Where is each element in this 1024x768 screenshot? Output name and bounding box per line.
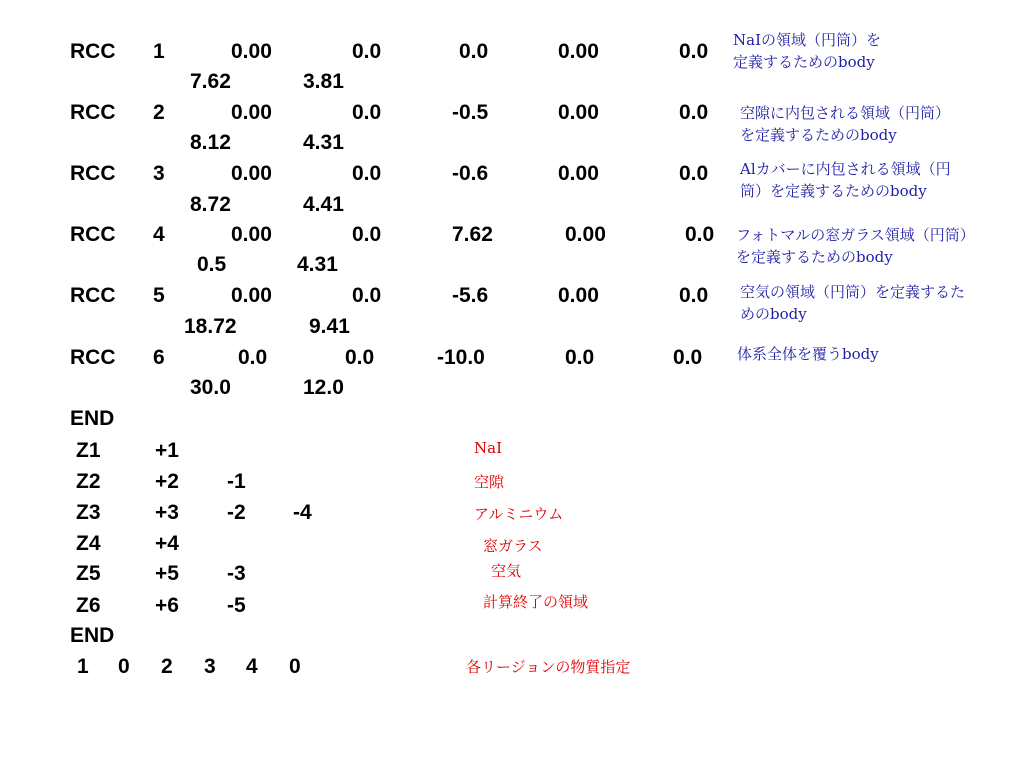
body-3-vz: -0.6 [452,162,489,185]
body-2-vz: -0.5 [452,101,489,124]
body-2-note-line-2: を定義するためのbody [740,126,897,144]
zone-3-term-2: -2 [227,501,246,524]
body-1-vx: 0.00 [231,40,272,63]
zone-1-name: Z1 [76,439,101,462]
material-zone-4: 3 [204,655,216,678]
body-4-hy: 0.0 [685,223,715,246]
zone-2-note: 空隙 [474,473,505,491]
body-1-hy: 0.0 [679,40,709,63]
end-keyword-zones: END [70,624,115,647]
body-2-note-line-1: 空隙に内包される領域（円筒） [740,104,951,122]
body-5-note-line-2: めのbody [740,305,807,323]
zone-5-term-2: -3 [227,562,246,585]
body-3-note [740,158,951,202]
body-4-vy: 0.0 [352,223,382,246]
body-5-note [740,281,965,325]
body-5-vz: -5.6 [452,284,489,307]
body-6-hz: 30.0 [190,376,231,399]
zone-2-name: Z2 [76,470,101,493]
zone-6-note: 計算終了の領域 [483,593,589,611]
body-5-radius: 9.41 [309,315,350,338]
body-3-radius: 4.41 [303,193,344,216]
body-2-vx: 0.00 [231,101,272,124]
body-3-hx: 0.00 [558,162,599,185]
body-6-vx: 0.0 [238,346,268,369]
body-1-type: RCC [70,40,116,63]
body-3-number: 3 [153,162,165,185]
body-2-type: RCC [70,101,116,124]
body-6-vz: -10.0 [437,346,485,369]
body-6-number: 6 [153,346,165,369]
body-6-note [737,343,879,365]
body-1-number: 1 [153,40,165,63]
zone-4-note: 窓ガラス [483,537,543,555]
body-4-note [736,224,975,268]
body-5-vy: 0.0 [352,284,382,307]
body-6-hx: 0.0 [565,346,595,369]
body-1-radius: 3.81 [303,70,344,93]
body-5-number: 5 [153,284,165,307]
body-2-note [740,102,950,146]
zone-2-term-1: +2 [155,470,179,493]
zone-4-name: Z4 [76,532,101,555]
zone-3-term-3: -4 [293,501,312,524]
zone-6-term-1: +6 [155,594,179,617]
zone-4-term-1: +4 [155,532,179,555]
body-3-hz: 8.72 [190,193,231,216]
zone-6-name: Z6 [76,594,101,617]
zone-2-term-2: -1 [227,470,246,493]
body-1-note-line-2: 定義するためのbody [733,53,875,71]
body-1-vz: 0.0 [459,40,489,63]
body-5-vx: 0.00 [231,284,272,307]
end-keyword-bodies: END [70,407,115,430]
body-5-hz: 18.72 [184,315,237,338]
body-1-hz: 7.62 [190,70,231,93]
zone-5-name: Z5 [76,562,101,585]
zone-3-note: アルミニウム [474,505,564,523]
body-2-hz: 8.12 [190,131,231,154]
materials-note: 各リージョンの物質指定 [466,658,631,676]
body-4-type: RCC [70,223,116,246]
body-3-vx: 0.00 [231,162,272,185]
zone-6-term-2: -5 [227,594,246,617]
zone-1-term-1: +1 [155,439,179,462]
body-2-hx: 0.00 [558,101,599,124]
body-4-radius: 4.31 [297,253,338,276]
zone-1-note: NaI [474,439,502,457]
body-5-note-line-1: 空気の領域（円筒）を定義するた [740,283,966,301]
body-1-vy: 0.0 [352,40,382,63]
zone-5-note: 空気 [491,562,522,580]
body-4-hz: 0.5 [197,253,227,276]
body-6-vy: 0.0 [345,346,375,369]
body-2-hy: 0.0 [679,101,709,124]
material-zone-5: 4 [246,655,258,678]
body-4-vz: 7.62 [452,223,493,246]
material-zone-3: 2 [161,655,173,678]
body-3-type: RCC [70,162,116,185]
material-zone-1: 1 [77,655,89,678]
body-3-note-line-1: Alカバーに内包される領域（円 [740,160,951,178]
material-zone-2: 0 [118,655,130,678]
body-6-hy: 0.0 [673,346,703,369]
body-2-radius: 4.31 [303,131,344,154]
body-4-hx: 0.00 [565,223,606,246]
body-1-note-line-1: NaIの領域（円筒）を [733,31,881,49]
body-6-type: RCC [70,346,116,369]
body-4-note-line-1: フォトマルの窓ガラス領域（円筒） [736,226,975,244]
body-3-vy: 0.0 [352,162,382,185]
zone-3-term-1: +3 [155,501,179,524]
zone-5-term-1: +5 [155,562,179,585]
body-2-number: 2 [153,101,165,124]
body-5-hx: 0.00 [558,284,599,307]
body-4-vx: 0.00 [231,223,272,246]
material-zone-6: 0 [289,655,301,678]
zone-3-name: Z3 [76,501,101,524]
body-3-hy: 0.0 [679,162,709,185]
body-5-hy: 0.0 [679,284,709,307]
body-3-note-line-2: 筒）を定義するためのbody [740,182,927,200]
body-6-radius: 12.0 [303,376,344,399]
body-2-vy: 0.0 [352,101,382,124]
body-6-note-line-1: 体系全体を覆うbody [737,345,879,363]
body-1-hx: 0.00 [558,40,599,63]
body-4-number: 4 [153,223,165,246]
body-4-note-line-2: を定義するためのbody [736,248,893,266]
body-5-type: RCC [70,284,116,307]
body-1-note [733,29,881,73]
